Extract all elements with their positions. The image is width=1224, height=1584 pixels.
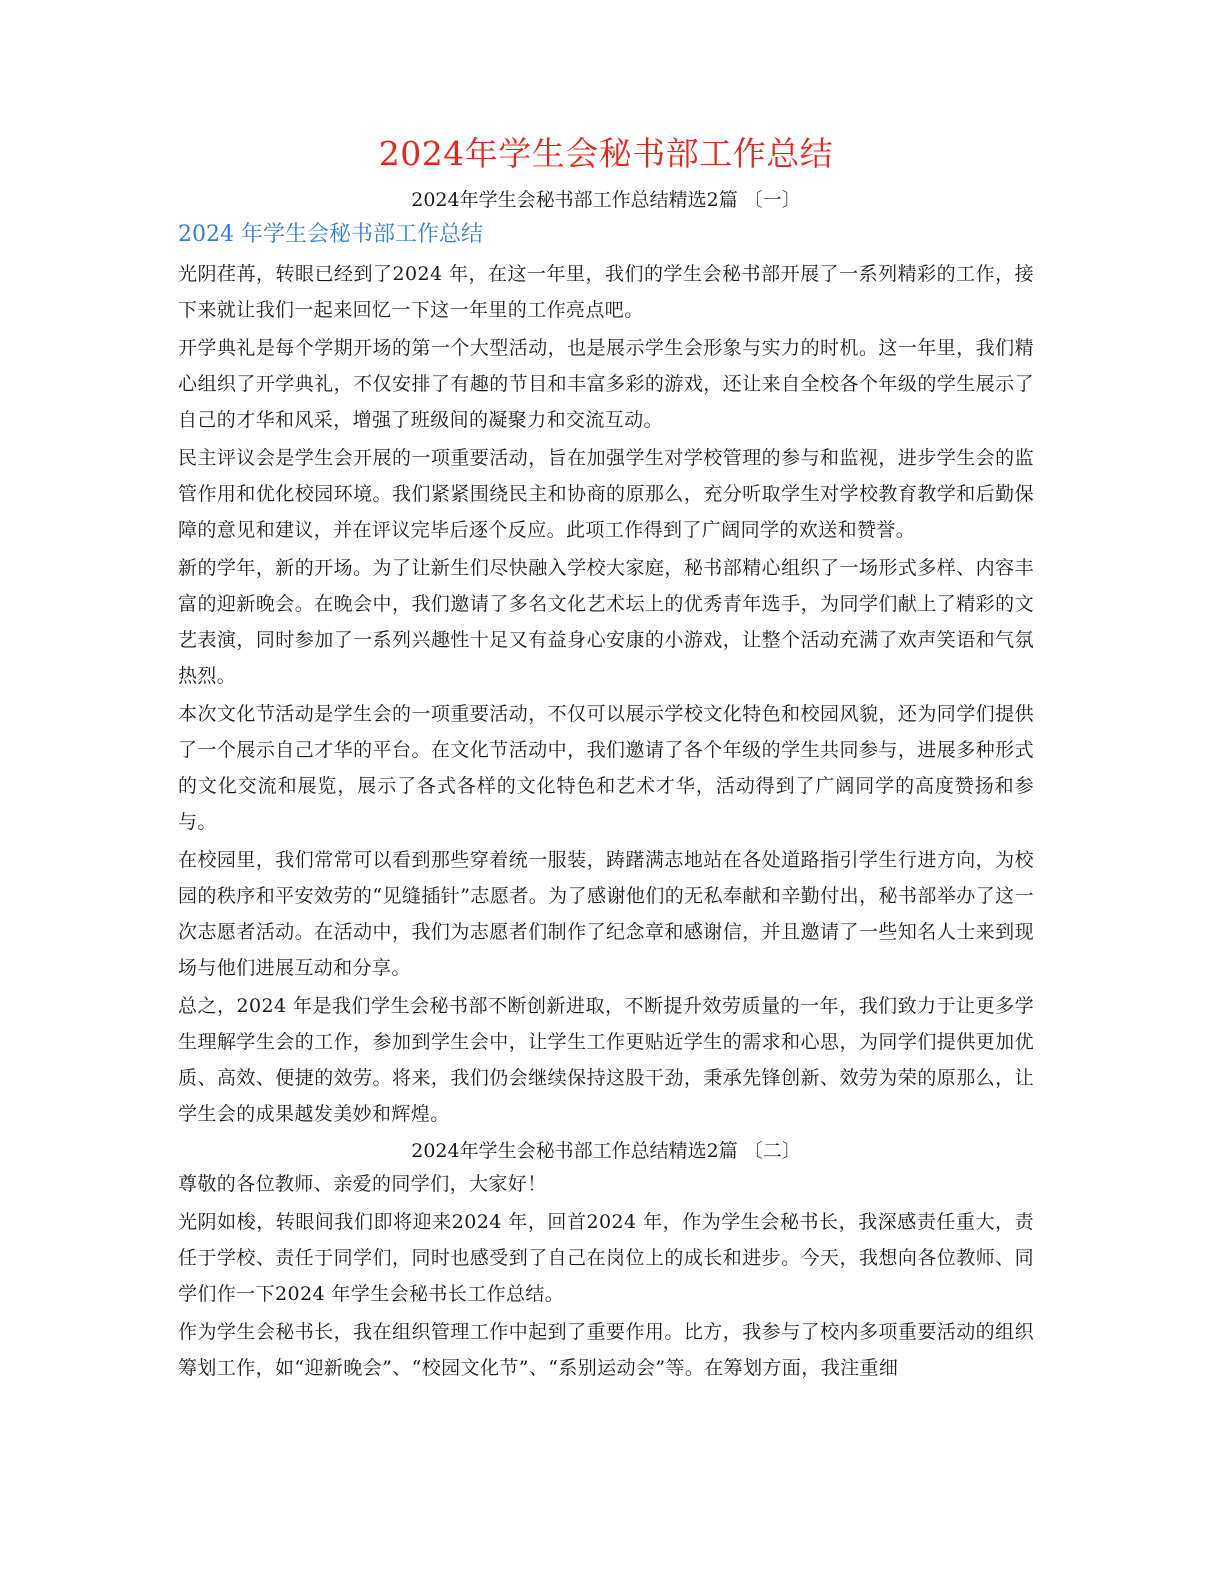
paragraph: 光阴荏苒，转眼已经到了2024 年，在这一年里，我们的学生会秘书部开展了一系列精彩的工作，接下来就让我们一起来回忆一下这一年里的工作亮点吧。: [178, 263, 1034, 321]
paragraph: 总之，2024 年是我们学生会秘书部不断创新进取，不断提升效劳质量的一年，我们致力于让更多学生理解学生会的工作，参加到学生会中，让学生工作更贴近学生的需求和心思，为同学们提供更加优质、高效、便捷的效劳。将来，我们仍会继续保持这股干劲，秉承先锋创新、效劳为荣的原那么，让学生会的成果越发美妙和辉煌。: [178, 995, 1034, 1125]
paragraph: 新的学年，新的开场。为了让新生们尽快融入学校大家庭，秘书部精心组织了一场形式多样、内容丰富的迎新晚会。在晚会中，我们邀请了多名文化艺术坛上的优秀青年选手，为同学们献上了精彩的文艺表演，同时参加了一系列兴趣性十足又有益身心安康的小游戏，让整个活动充满了欢声笑语和气氛热烈。: [178, 557, 1034, 687]
paragraph: 开学典礼是每个学期开场的第一个大型活动，也是展示学生会形象与实力的时机。这一年里，我们精心组织了开学典礼，不仅安排了有趣的节目和丰富多彩的游戏，还让来自全校各个年级的学生展示了自己的才华和风采，增强了班级间的凝聚力和交流互动。: [178, 337, 1034, 431]
paragraph: 光阴如梭，转眼间我们即将迎来2024 年，回首2024 年，作为学生会秘书长，我深感责任重大，责任于学校、责任于同学们，同时也感受到了自己在岗位上的成长和进步。今天，我想向各位教师、同学们作一下2024 年学生会秘书长工作总结。: [178, 1211, 1034, 1305]
document-page: [178, 128, 1034, 1388]
paragraph: 本次文化节活动是学生会的一项重要活动，不仅可以展示学校文化特色和校园风貌，还为同学们提供了一个展示自己才华的平台。在文化节活动中，我们邀请了各个年级的学生共同参与，进展多种形式的文化交流和展览，展示了各式各样的文化特色和艺术才华，活动得到了广阔同学的高度赞扬和参与。: [178, 703, 1034, 833]
paragraph: 作为学生会秘书长，我在组织管理工作中起到了重要作用。比方，我参与了校内多项重要活动的组织筹划工作，如“迎新晚会”、“校园文化节”、“系别运动会”等。在筹划方面，我注重细: [178, 1321, 1034, 1379]
document-title: 2024年学生会秘书部工作总结: [378, 134, 834, 173]
section-subtitle: 2024 年学生会秘书部工作总结: [178, 222, 483, 247]
section-heading-2: 2024年学生会秘书部工作总结精选2篇 〔二〕: [411, 1140, 801, 1162]
paragraph: 在校园里，我们常常可以看到那些穿着统一服装，踌躇满志地站在各处道路指引学生行进方向，为校园的秩序和平安效劳的“见缝插针”志愿者。为了感谢他们的无私奉献和辛勤付出，秘书部举办了这一次志愿者活动。在活动中，我们为志愿者们制作了纪念章和感谢信，并且邀请了一些知名人士来到现场与他们进展互动和分享。: [178, 849, 1034, 979]
section-heading-1: 2024年学生会秘书部工作总结精选2篇 〔一〕: [411, 189, 801, 211]
paragraph: 民主评议会是学生会开展的一项重要活动，旨在加强学生对学校管理的参与和监视，进步学生会的监管作用和优化校园环境。我们紧紧围绕民主和协商的原那么，充分听取学生对学校教育教学和后勤保障的意见和建议，并在评议完毕后逐个反应。此项工作得到了广阔同学的欢送和赞誉。: [178, 447, 1034, 541]
paragraph: 尊敬的各位教师、亲爱的同学们，大家好！: [178, 1173, 547, 1195]
